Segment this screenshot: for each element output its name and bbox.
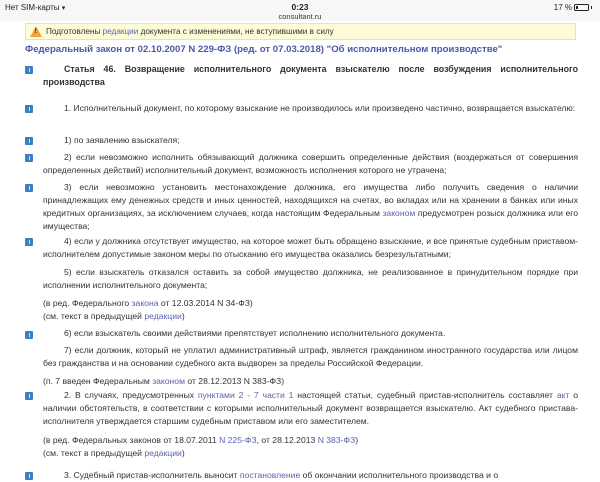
warning-exclamation: ! bbox=[34, 28, 37, 35]
banner-text-start: Подготовлены bbox=[46, 27, 103, 36]
paragraph-3-text: об окончании исполнительного производства и о bbox=[300, 470, 499, 480]
item-3-text: 3) если невозможно установить местонахождение должника, его имущества либо получить сведения о наличии принадлежащих ему денежных средств и иных ценностей, находящихся на счетах, во вкладах или на хранении в банках или иных кредитных организациях, за исключением случаев, когда настоящим Федеральным bbox=[43, 182, 578, 218]
resolution-link[interactable]: постановление bbox=[239, 470, 301, 480]
info-icon[interactable] bbox=[25, 137, 33, 145]
info-icon[interactable] bbox=[25, 105, 33, 113]
battery-status bbox=[554, 3, 592, 12]
previous-edition-note-2 bbox=[43, 447, 185, 460]
note-text: (в ред. Федеральных законов от 18.07.2011 bbox=[43, 435, 220, 445]
item-1: 1) по заявлению взыскателя; bbox=[64, 135, 180, 145]
law-383-link[interactable]: N 383-ФЗ bbox=[317, 435, 356, 445]
note-text: ) bbox=[181, 448, 185, 458]
note-text: от 12.03.2014 N 34-ФЗ) bbox=[158, 298, 253, 308]
info-icon[interactable] bbox=[25, 154, 33, 162]
banner-text bbox=[46, 24, 334, 39]
banner-text-end: документа с изменениями, не вступившими в силу bbox=[138, 27, 334, 36]
amendment-note-1 bbox=[43, 297, 253, 310]
law-title-link[interactable]: Федеральный закон от 02.10.2007 N 229-ФЗ (ред. от 07.03.2018) "Об исполнительном производстве" bbox=[25, 44, 503, 55]
law-link[interactable]: закона bbox=[131, 298, 159, 308]
law-225-link[interactable]: N 225-ФЗ bbox=[219, 435, 257, 445]
paragraph-2-text: о наличии обстоятельств, в соответствии с которыми исполнительный документ возвращается взыскателю. Акт судебного пристава-исполнителя утверждается старшим судебным приставом или его заместителем. bbox=[43, 390, 579, 426]
article-heading: Статья 46. Возвращение исполнительного документа взыскателю после возбуждения исполнительного производства bbox=[43, 64, 578, 87]
paragraph-2-text: 2. В случаях, предусмотренных bbox=[64, 390, 198, 400]
law-link[interactable]: законом bbox=[382, 208, 416, 218]
item-6: 6) если взыскатель своими действиями препятствует исполнению исполнительного документа. bbox=[64, 328, 446, 338]
status-bar bbox=[0, 0, 600, 21]
paragraph-2 bbox=[43, 389, 578, 428]
note-text: (см. текст в предыдущей bbox=[43, 311, 145, 321]
amendment-note-2 bbox=[43, 375, 284, 388]
amendment-note-3 bbox=[43, 434, 358, 447]
paragraph-1: 1. Исполнительный документ, по которому взыскание не производилось или произведено частично, возвращается взыскателю: bbox=[64, 103, 576, 113]
items-2-7-link[interactable]: пунктами 2 - 7 части 1 bbox=[197, 390, 294, 400]
address-bar-url[interactable]: consultant.ru bbox=[278, 12, 322, 21]
note-text: (п. 7 введен Федеральным bbox=[43, 376, 153, 386]
item-3-text-end: предусмотрен розыск должника или его имущества; bbox=[43, 208, 578, 231]
edition-warning-banner bbox=[25, 23, 576, 40]
paragraph-3-text: 3. Судебный пристав-исполнитель выносит bbox=[64, 470, 240, 480]
item-3 bbox=[43, 181, 578, 233]
law-link[interactable]: законом bbox=[152, 376, 185, 386]
note-text: (в ред. Федерального bbox=[43, 298, 132, 308]
previous-edition-link[interactable]: редакции bbox=[144, 448, 182, 458]
editions-link[interactable]: редакции bbox=[102, 27, 139, 36]
battery-tip bbox=[591, 6, 592, 9]
clock: 0:23 bbox=[291, 2, 309, 12]
act-link[interactable]: акт bbox=[556, 390, 570, 400]
info-icon[interactable] bbox=[25, 331, 33, 339]
note-text: ) bbox=[181, 311, 185, 321]
battery-icon bbox=[574, 4, 589, 11]
paragraph-3 bbox=[43, 469, 578, 482]
note-text: , от 28.12.2013 bbox=[256, 435, 318, 445]
previous-edition-link[interactable]: редакции bbox=[144, 311, 182, 321]
battery-percent: 17 % bbox=[553, 3, 572, 12]
wifi-icon: ▾ bbox=[61, 5, 66, 12]
previous-edition-note-1 bbox=[43, 310, 185, 323]
note-text: от 28.12.2013 N 383-ФЗ) bbox=[185, 376, 285, 386]
item-4: 4) если у должника отсутствует имущество, на которое может быть обращено взыскание, и все принятые судебным приставом-исполнителем допустимые законом меры по отысканию его имущества оказались безрезультатными; bbox=[43, 236, 578, 259]
carrier-label: Нет SIM-карты bbox=[5, 3, 60, 12]
info-icon[interactable] bbox=[25, 392, 33, 400]
note-text: ) bbox=[355, 435, 359, 445]
info-icon[interactable] bbox=[25, 66, 33, 74]
info-icon[interactable] bbox=[25, 472, 33, 480]
info-icon[interactable] bbox=[25, 238, 33, 246]
info-icon[interactable] bbox=[25, 184, 33, 192]
paragraph-2-text: настоящей статьи, судебный пристав-исполнитель составляет bbox=[293, 390, 557, 400]
note-text: (см. текст в предыдущей bbox=[43, 448, 145, 458]
item-7: 7) если должник, который не уплатил административный штраф, является гражданином иностранного государства или лицом без гражданства и на основании судебного акта выдворен за пределы Российской Федерации. bbox=[43, 345, 578, 368]
item-5: 5) если взыскатель отказался оставить за собой имущество должника, не реализованное в принудительном порядке при исполнении исполнительного документа; bbox=[43, 267, 578, 290]
item-2: 2) если невозможно исполнить обязывающий должника совершить определенные действия (воздержаться от совершения определенных действий) исполнительный документ, возможность исполнения которого не утрачена; bbox=[43, 152, 578, 175]
